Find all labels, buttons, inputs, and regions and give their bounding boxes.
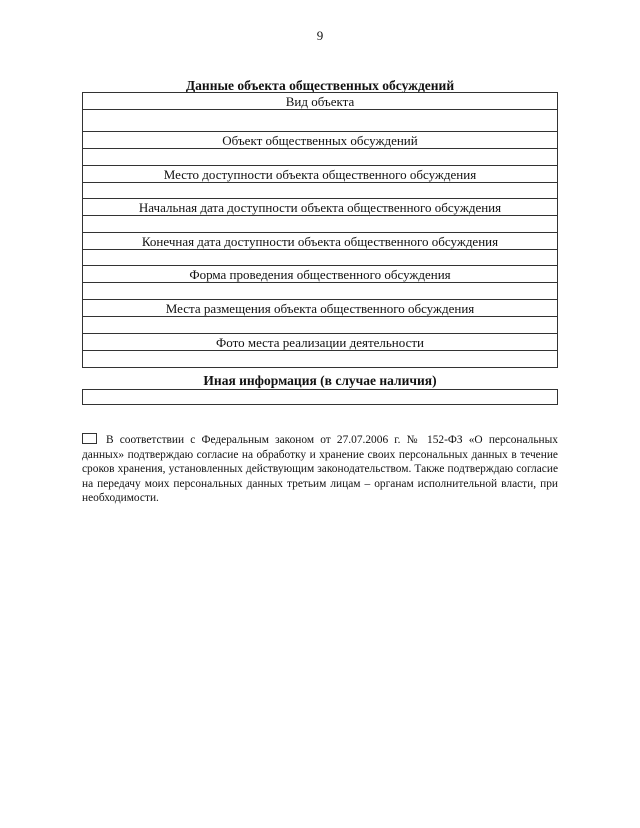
field-value-start-date[interactable]	[83, 216, 557, 233]
field-label-discussion-form: Форма проведения общественного обсуждения	[83, 266, 557, 283]
field-value-discussion-form[interactable]	[83, 283, 557, 300]
field-label-end-date: Конечная дата доступности объекта общественного обсуждения	[83, 233, 557, 250]
object-section-title: Данные объекта общественных обсуждений	[185, 78, 455, 93]
field-value-object-type[interactable]	[83, 110, 557, 132]
field-value-end-date[interactable]	[83, 250, 557, 267]
consent-block	[82, 433, 558, 506]
other-info-title: Иная информация (в случае наличия)	[203, 373, 437, 388]
field-value-placement[interactable]	[83, 317, 557, 334]
object-data-table	[82, 92, 558, 368]
field-label-placement: Места размещения объекта общественного обсуждения	[83, 300, 557, 317]
field-label-object: Объект общественных обсуждений	[83, 132, 557, 149]
field-label-photo: Фото места реализации деятельности	[83, 334, 557, 351]
field-label-object-type: Вид объекта	[83, 93, 557, 110]
page-number: 9	[316, 28, 324, 43]
other-info-field[interactable]	[82, 389, 558, 405]
consent-checkbox[interactable]	[82, 433, 97, 444]
consent-text: В соответствии с Федеральным законом от 27.07.2006 г. № 152-ФЗ «О персональных данных» подтверждаю согласие на обработку и хранение своих персональных данных в течение сроков хранения, установленных действующим законодательством. Также подтверждаю согласие на передачу моих персональных данных третьим лицам – органам исполнительной власти, при необходимости.	[82, 434, 558, 504]
field-label-start-date: Начальная дата доступности объекта общественного обсуждения	[83, 199, 557, 216]
field-value-photo[interactable]	[83, 351, 557, 368]
field-value-availability-place[interactable]	[83, 183, 557, 200]
field-label-availability-place: Место доступности объекта общественного обсуждения	[83, 166, 557, 183]
field-value-object[interactable]	[83, 149, 557, 166]
